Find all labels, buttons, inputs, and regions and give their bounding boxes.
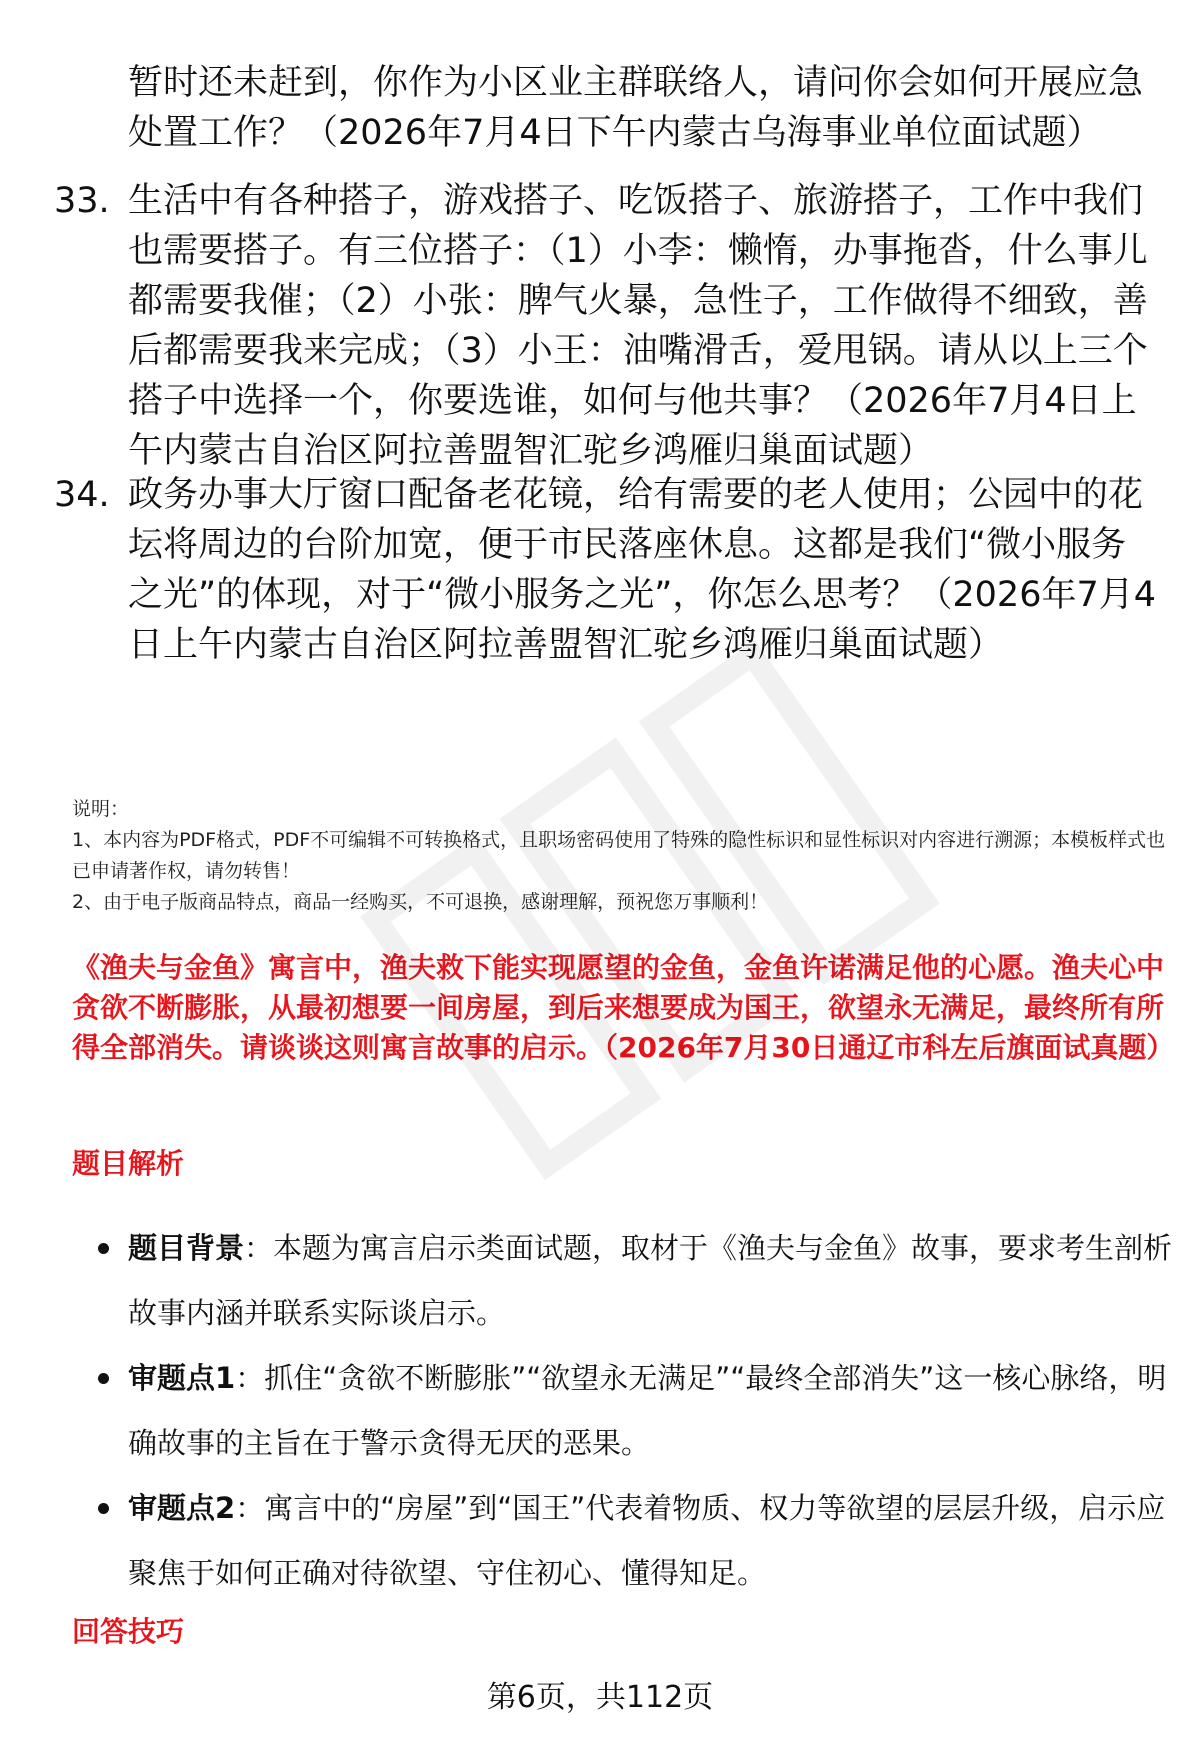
notes-item: 1、本内容为PDF格式，PDF不可编辑不可转换格式，且职场密码使用了特殊的隐性标识和显性标识对内容进行溯源；本模板样式也已申请著作权，请勿转售！ — [72, 829, 1166, 882]
question-text: 生活中有各种搭子，游戏搭子、吃饭搭子、旅游搭子，工作中我们也需要搭子。有三位搭子：（1）小李：懒惰，办事拖沓，什么事儿都需要我催；（2）小张：脾气火暴，急性子，工作做得不细致，善后都需要我来完成；（3）小王：油嘴滑舌，爱甩锅。请从以上三个搭子中选择一个，你要选谁，如何与他共事？（2026年7月4日上午内蒙古自治区阿拉善盟智汇驼乡鸿雁归巢面试题） — [128, 181, 1148, 471]
bullet-label: 题目背景 — [128, 1231, 245, 1265]
notes-section — [72, 794, 1172, 918]
question-number: 34. — [54, 475, 110, 515]
bullet-label: 审题点1 — [128, 1361, 236, 1395]
page-number: 第6页，共112页 — [486, 1680, 714, 1715]
analysis-bullet — [96, 1476, 1176, 1606]
analysis-bullet — [96, 1216, 1176, 1346]
analysis-bullet — [96, 1346, 1176, 1476]
bullet-dot-icon — [98, 1373, 109, 1384]
featured-question: 《渔夫与金鱼》寓言中，渔夫救下能实现愿望的金鱼，金鱼许诺满足他的心愿。渔夫心中贪欲不断膨胀，从最初想要一间房屋，到后来想要成为国王，欲望永无满足，最终所有所得全部消失。请谈谈这则寓言故事的启示。（2026年7月30日通辽市科左后旗面试真题） — [72, 951, 1175, 1064]
notes-item: 2、由于电子版商品特点，商品一经购买，不可退换，感谢理解，预祝您万事顺利！ — [72, 891, 769, 913]
question-number: 33. — [54, 181, 110, 221]
bullet-text: ：抓住“贪欲不断膨胀”“欲望永无满足”“最终全部消失”这一核心脉络，明确故事的主旨在于警示贪得无厌的恶果。 — [128, 1361, 1167, 1460]
bullet-text: ：寓言中的“房屋”到“国王”代表着物质、权力等欲望的层层升级，启示应聚焦于如何正确对待欲望、守住初心、懂得知足。 — [128, 1491, 1166, 1590]
question-text: 政务办事大厅窗口配备老花镜，给有需要的老人使用；公园中的花坛将周边的台阶加宽，便于市民落座休息。这都是我们“微小服务之光”的体现，对于“微小服务之光”，你怎么思考？（2026年7月4日上午内蒙古自治区阿拉善盟智汇驼乡鸿雁归巢面试题） — [128, 475, 1157, 665]
question-continuation: 暂时还未赶到，你作为小区业主群联络人，请问你会如何开展应急处置工作？（2026年7月4日下午内蒙古乌海事业单位面试题） — [128, 63, 1144, 153]
bullet-label: 审题点2 — [128, 1491, 236, 1525]
answer-tips-heading: 回答技巧 — [72, 1615, 185, 1648]
bullet-dot-icon — [98, 1503, 109, 1514]
analysis-bullets — [96, 1216, 1176, 1606]
notes-title: 说明： — [72, 798, 130, 820]
analysis-heading: 题目解析 — [72, 1147, 185, 1180]
bullet-dot-icon — [98, 1243, 109, 1254]
bullet-text: ：本题为寓言启示类面试题，取材于《渔夫与金鱼》故事，要求考生剖析故事内涵并联系实际谈启示。 — [128, 1231, 1173, 1330]
